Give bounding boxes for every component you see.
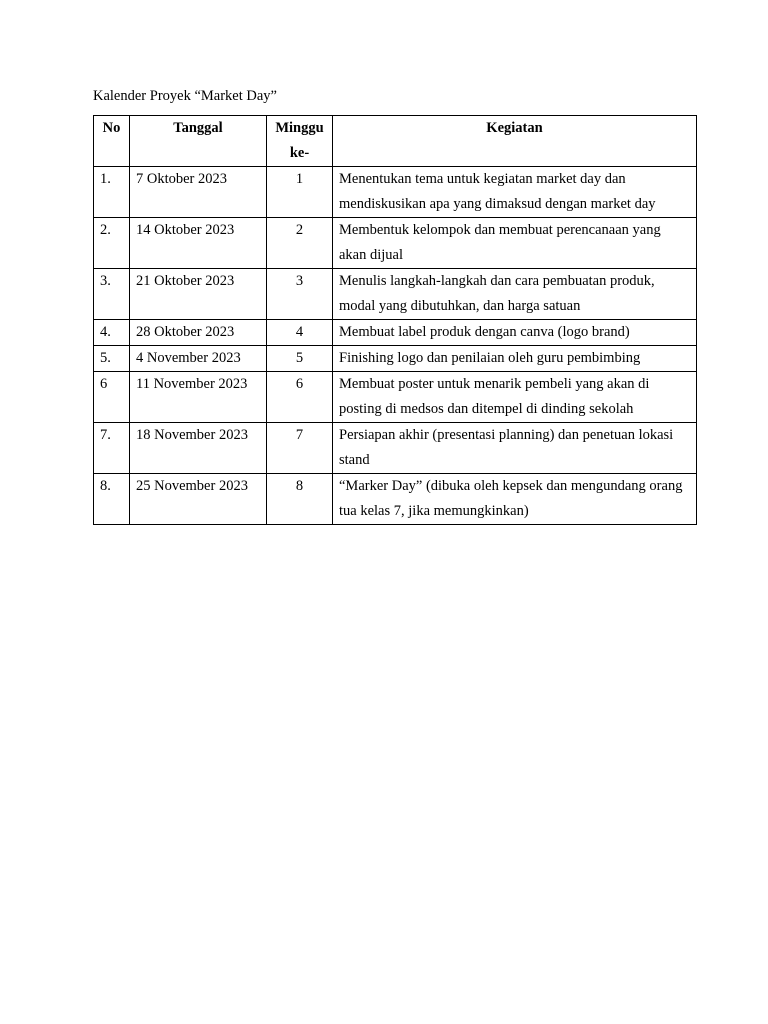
row-activity: Finishing logo dan penilaian oleh guru pembimbing	[333, 346, 697, 372]
table-body	[94, 167, 697, 525]
row-number: 3.	[94, 269, 130, 320]
header-date: Tanggal	[130, 116, 267, 167]
row-date: 18 November 2023	[130, 423, 267, 474]
row-week: 5	[267, 346, 333, 372]
table-row	[94, 474, 697, 525]
row-date: 28 Oktober 2023	[130, 320, 267, 346]
row-number: 2.	[94, 218, 130, 269]
row-activity: Persiapan akhir (presentasi planning) dan penetuan lokasi stand	[333, 423, 697, 474]
row-number: 5.	[94, 346, 130, 372]
row-week: 6	[267, 372, 333, 423]
row-number: 7.	[94, 423, 130, 474]
header-week-label: Minggu ke-	[275, 120, 324, 161]
table-header-row	[94, 116, 697, 167]
row-week: 8	[267, 474, 333, 525]
row-number: 6	[94, 372, 130, 423]
header-no: No	[94, 116, 130, 167]
row-week: 7	[267, 423, 333, 474]
table-row	[94, 218, 697, 269]
header-week	[267, 116, 333, 167]
row-activity: Menulis langkah-langkah dan cara pembuatan produk, modal yang dibutuhkan, dan harga satuan	[333, 269, 697, 320]
table-row	[94, 346, 697, 372]
project-schedule-table	[93, 115, 697, 525]
row-number: 4.	[94, 320, 130, 346]
table-row	[94, 269, 697, 320]
row-week: 2	[267, 218, 333, 269]
row-activity: “Marker Day” (dibuka oleh kepsek dan mengundang orang tua kelas 7, jika memungkinkan)	[333, 474, 697, 525]
table-row	[94, 423, 697, 474]
table-row	[94, 320, 697, 346]
row-date: 4 November 2023	[130, 346, 267, 372]
row-activity: Membuat label produk dengan canva (logo brand)	[333, 320, 697, 346]
row-date: 25 November 2023	[130, 474, 267, 525]
row-week: 1	[267, 167, 333, 218]
row-activity: Membuat poster untuk menarik pembeli yang akan di posting di medsos dan ditempel di dinding sekolah	[333, 372, 697, 423]
row-date: 11 November 2023	[130, 372, 267, 423]
table-row	[94, 372, 697, 423]
table-row	[94, 167, 697, 218]
row-week: 4	[267, 320, 333, 346]
row-date: 21 Oktober 2023	[130, 269, 267, 320]
document-title: Kalender Proyek “Market Day”	[93, 88, 277, 104]
row-number: 8.	[94, 474, 130, 525]
row-date: 14 Oktober 2023	[130, 218, 267, 269]
row-number: 1.	[94, 167, 130, 218]
row-date: 7 Oktober 2023	[130, 167, 267, 218]
row-activity: Menentukan tema untuk kegiatan market day dan mendiskusikan apa yang dimaksud dengan market day	[333, 167, 697, 218]
row-week: 3	[267, 269, 333, 320]
header-activity: Kegiatan	[333, 116, 697, 167]
row-activity: Membentuk kelompok dan membuat perencanaan yang akan dijual	[333, 218, 697, 269]
